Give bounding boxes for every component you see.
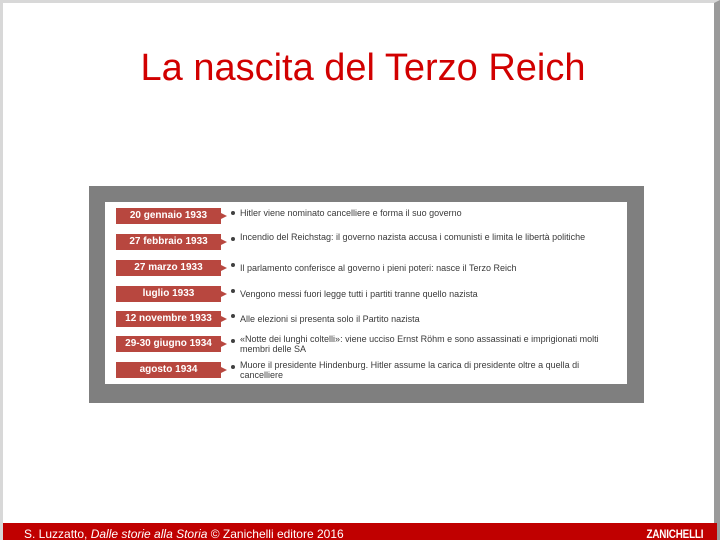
footer-book-title: Dalle storie alla Storia	[90, 527, 208, 540]
timeline-date: 29-30 giugno 1934	[116, 336, 221, 352]
timeline-description: Alle elezioni si presenta solo il Partito nazista	[240, 314, 420, 324]
footer-credit	[24, 527, 344, 540]
timeline-table	[105, 202, 627, 384]
timeline-description: Muore il presidente Hindenburg. Hitler assume la carica di presidente oltre a quella di cancelliere	[240, 360, 580, 380]
bullet-icon	[231, 339, 235, 343]
timeline-description: «Notte dei lunghi coltelli»: viene ucciso Ernst Röhm e sono assassinati e imprigionati molti membri delle SA	[240, 334, 599, 354]
footer-author: S. Luzzatto,	[24, 527, 91, 540]
timeline-row	[105, 360, 627, 382]
timeline-date: agosto 1934	[116, 362, 221, 378]
timeline-row	[105, 206, 627, 228]
timeline-row	[105, 232, 627, 254]
timeline-description: Incendio del Reichstag: il governo nazista accusa i comunisti e limita le libertà politiche	[240, 232, 586, 242]
slide-title: La nascita del Terzo Reich	[140, 47, 586, 89]
bullet-icon	[231, 289, 235, 293]
timeline-date: 20 gennaio 1933	[116, 208, 221, 224]
timeline-description: Vengono messi fuori legge tutti i partiti tranne quello nazista	[240, 289, 478, 299]
bullet-icon	[231, 314, 235, 318]
bullet-icon	[231, 365, 235, 369]
timeline-row	[105, 334, 627, 356]
footer-bar	[3, 523, 717, 540]
publisher-logo: ZANICHELLI	[646, 527, 703, 540]
timeline-image-frame	[89, 186, 644, 403]
timeline-date: 12 novembre 1933	[116, 311, 221, 327]
bullet-icon	[231, 211, 235, 215]
timeline-row	[105, 258, 627, 280]
timeline-date: luglio 1933	[116, 286, 221, 302]
timeline-row	[105, 284, 627, 306]
bullet-icon	[231, 263, 235, 267]
timeline-description: Hitler viene nominato cancelliere e forma il suo governo	[240, 208, 462, 218]
bullet-icon	[231, 237, 235, 241]
timeline-row	[105, 309, 627, 331]
footer-publisher: © Zanichelli editore 2016	[207, 527, 344, 540]
timeline-date: 27 marzo 1933	[116, 260, 221, 276]
timeline-date: 27 febbraio 1933	[116, 234, 221, 250]
timeline-description: Il parlamento conferisce al governo i pieni poteri: nasce il Terzo Reich	[240, 263, 517, 273]
